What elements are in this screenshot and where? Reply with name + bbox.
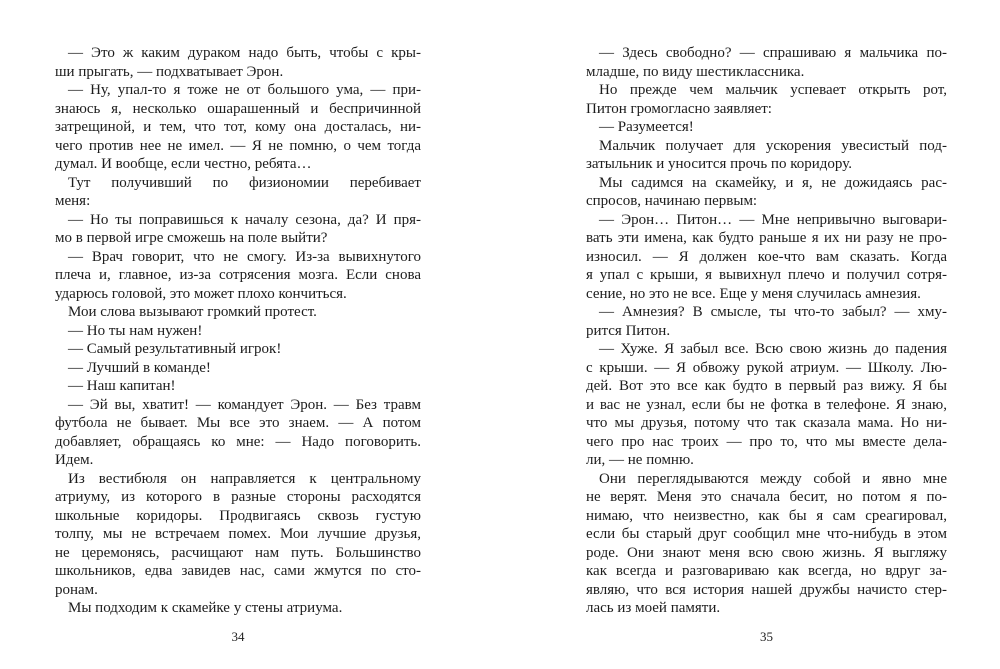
text-line: не церемонясь, расчищают нам путь. Большинство [55,544,421,561]
text-line: Тут получивший по физиономии перебивает [68,174,421,191]
text-line: — Эй вы, хватит! — командует Эрон. — Без травм [68,396,421,413]
text-line: школьные коридоры. Продвигаясь сквозь густую [55,507,421,524]
text-line: школьников, едва завидев нас, сами жмутся по сто- [55,563,421,579]
text-line: — Хуже. Я забыл все. Всю свою жизнь до падения [599,341,947,357]
text-line: — Но ты нам нужен! [68,322,203,339]
text-line: младше, по виду шестиклассника. [586,63,805,80]
text-line: — Эрон… Питон… — Мне непривычно выговари- [599,211,947,228]
text-line: Мальчик получает для ускорения увесистый под- [599,137,947,154]
text-line: Питон громогласно заявляет: [586,100,772,117]
text-line: как всегда и разговариваю как всегда, но вдруг за- [586,563,947,579]
text-line: ли, — не помню. [586,452,694,468]
page-right [586,44,947,644]
text-line: рится Питон. [586,322,671,339]
text-line: плеча и, главное, из-за сотрясения мозга. Если снова [55,267,421,283]
text-line: — Здесь свободно? — спрашиваю я мальчика по- [599,45,947,61]
text-line: что мы друзья, потому что так сказала мама. Но ни- [586,415,947,431]
text-line: Из вестибюля он направляется к центральному [68,470,421,487]
page-right-number: 35 [760,629,773,644]
text-line: — Ну, упал-то я тоже не от большого ума, — при- [68,82,421,98]
text-line: Мои слова вызывают громкий протест. [68,304,317,320]
text-line: думал. И вообще, если честно, ребята… [55,156,312,172]
text-line: — Наш капитан! [68,378,176,394]
text-line: спросов, начинаю первым: [586,193,758,209]
text-line: вать эти имена, как будто раньше я их ни разу не про- [586,230,947,246]
text-line: не верят. Меня это сначала бесит, но потом я по- [586,489,947,505]
text-line: — Амнезия? В смысле, ты что-то забыл? — хму- [599,304,947,320]
text-line: меня: [55,193,91,209]
text-line: я упал с крыши, я вывихнул плечо и получил сотря- [586,267,947,283]
text-line: — Самый результативный игрок! [68,341,282,357]
text-line: футбола не бывает. Мы все это знаем. — А потом [55,415,421,431]
text-line: с крыши. — Я обвожу рукой атриум. — Школу. Лю- [586,359,947,376]
text-line: сение, но это не все. Еще у меня случилась амнезия. [586,285,921,302]
text-line: ши прыгать, — подхватывает Эрон. [55,63,284,80]
text-line: Они переглядываются между собой и явно мне [599,470,947,487]
text-line: являю, что вся история нашей дружбы начисто стер- [586,581,947,598]
text-line: чего против нее не имел. — Я не помню, о чем тогда [55,137,421,154]
page-right-text [586,44,947,618]
text-line: износил. — Я должен кое-что вам сказать. Когда [586,248,947,265]
text-line: — Но ты поправишься к началу сезона, да? И пря- [68,211,421,228]
text-line: роде. Они знают меня всю свою жизнь. Я выгляжу [586,544,947,561]
text-line: нимаю, что неизвестно, как бы я сам среагировал, [586,507,947,524]
text-line: — Врач говорит, что не смогу. Из-за вывихнутого [68,248,421,265]
page-left-number: 34 [231,629,245,644]
text-line: Идем. [55,452,94,468]
text-line: Мы садимся на скамейку, и я, не дожидаясь рас- [599,174,947,191]
text-line: ударюсь головой, это может плохо кончиться. [55,285,347,302]
text-line: и вас не узнал, если бы не фотка в телефоне. Я знаю, [586,396,947,413]
text-line: Мы подходим к скамейке у стены атриума. [68,600,343,616]
text-line: добавляет, обращаясь ко мне: — Надо поговорить. [55,433,421,450]
text-line: чего про нас троих — про то, что мы вместе дела- [586,433,947,450]
page-left-text [55,44,421,618]
text-line: лась из моей памяти. [586,600,721,616]
text-line: мо в первой игре сможешь на поле выйти? [55,230,328,246]
text-line: — Разумеется! [599,119,694,135]
page-left [55,44,421,644]
text-line: — Лучший в команде! [68,359,211,376]
text-line: ронам. [55,581,98,598]
text-line: дей. Вот это все как будто в первый раз вижу. Я бы [586,378,947,394]
text-line: Но прежде чем мальчик успевает открыть рот, [599,82,947,98]
text-line: затыльник и уносится прочь по коридору. [586,156,852,172]
text-line: атриуму, из которого в разные стороны расходятся [55,489,421,505]
text-line: затрещиной, и тем, что тот, кому она досталась, ни- [55,119,421,135]
text-line: знаюсь я, несколько ошарашенный и беспричинной [55,100,421,117]
text-line: если бы старый друг сообщил мне что-нибудь в этом [586,526,947,542]
text-line: — Это ж каким дураком надо быть, чтобы с кры- [68,45,421,61]
text-line: толпу, мы не встречаем помех. Мои лучшие друзья, [55,526,421,542]
